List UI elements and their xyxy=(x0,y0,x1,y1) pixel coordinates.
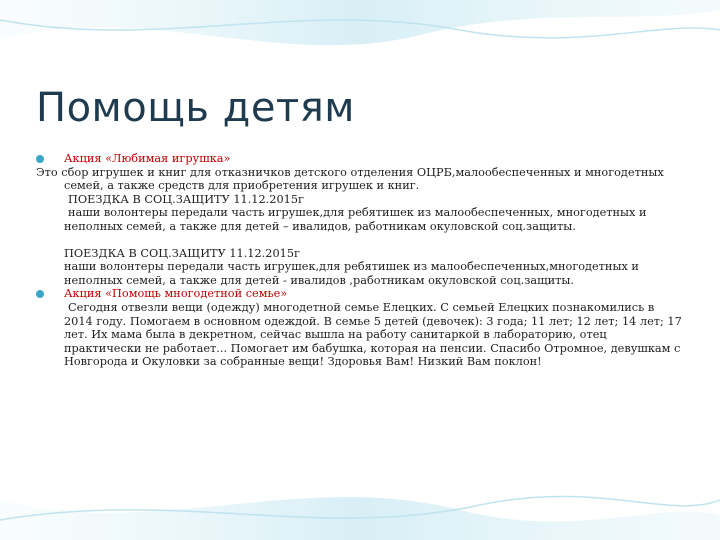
spacer xyxy=(36,234,686,247)
trip1-text: наши волонтеры передали часть игрушек,для ребятишек из малообеспеченных, многодетных и неполных семей, а также для детей – ивалидов, работникам окуловской соц.защиты. xyxy=(64,206,647,233)
section1-heading xyxy=(36,152,686,166)
section2-heading-text: Акция «Помощь многодетной семье» xyxy=(64,287,288,301)
bullet-icon xyxy=(36,155,44,163)
bullet-icon xyxy=(36,290,44,298)
trip1-heading: ПОЕЗДКА В СОЦ.ЗАЩИТУ 11.12.2015г xyxy=(68,192,304,206)
trip2-heading: ПОЕЗДКА В СОЦ.ЗАЩИТУ 11.12.2015г xyxy=(64,246,300,260)
trip2-text: наши волонтеры передали часть игрушек,для ребятишек из малообеспеченных,многодетных и неполных семей, а также для детей - ивалидов ,работникам окуловской соц.защиты. xyxy=(64,260,639,287)
section1-heading-text: Акция «Любимая игрушка» xyxy=(64,152,231,165)
slide-body xyxy=(36,152,686,369)
section1-intro: Это сбор игрушек и книг для отказничков детского отделения ОЦРБ,малообеспеченных и многодетных семей, а также средств для приобретения игрушек и книг. xyxy=(36,165,664,193)
section2-text: Сегодня отвезли вещи (одежду) многодетной семье Елецких. С семьей Елецких познакомились в 2014 году. Помогаем в основном одеждой. В семье 5 детей (девочек): 3 года; 11 лет; 12 лет; 14 лет; 17 лет. Их мама была в декретном, сейчас вышла на работу санитаркой в лабораторию, отец практически не работает... Помогает им бабушка, которая на пенсии. Спасибо Отромное, девушкам с Новгорода и Окуловки за собранные вещи! Здоровья Вам! Низкий Вам поклон! xyxy=(64,300,682,369)
section2-heading xyxy=(36,287,686,301)
slide-title: Помощь детям xyxy=(36,85,355,131)
